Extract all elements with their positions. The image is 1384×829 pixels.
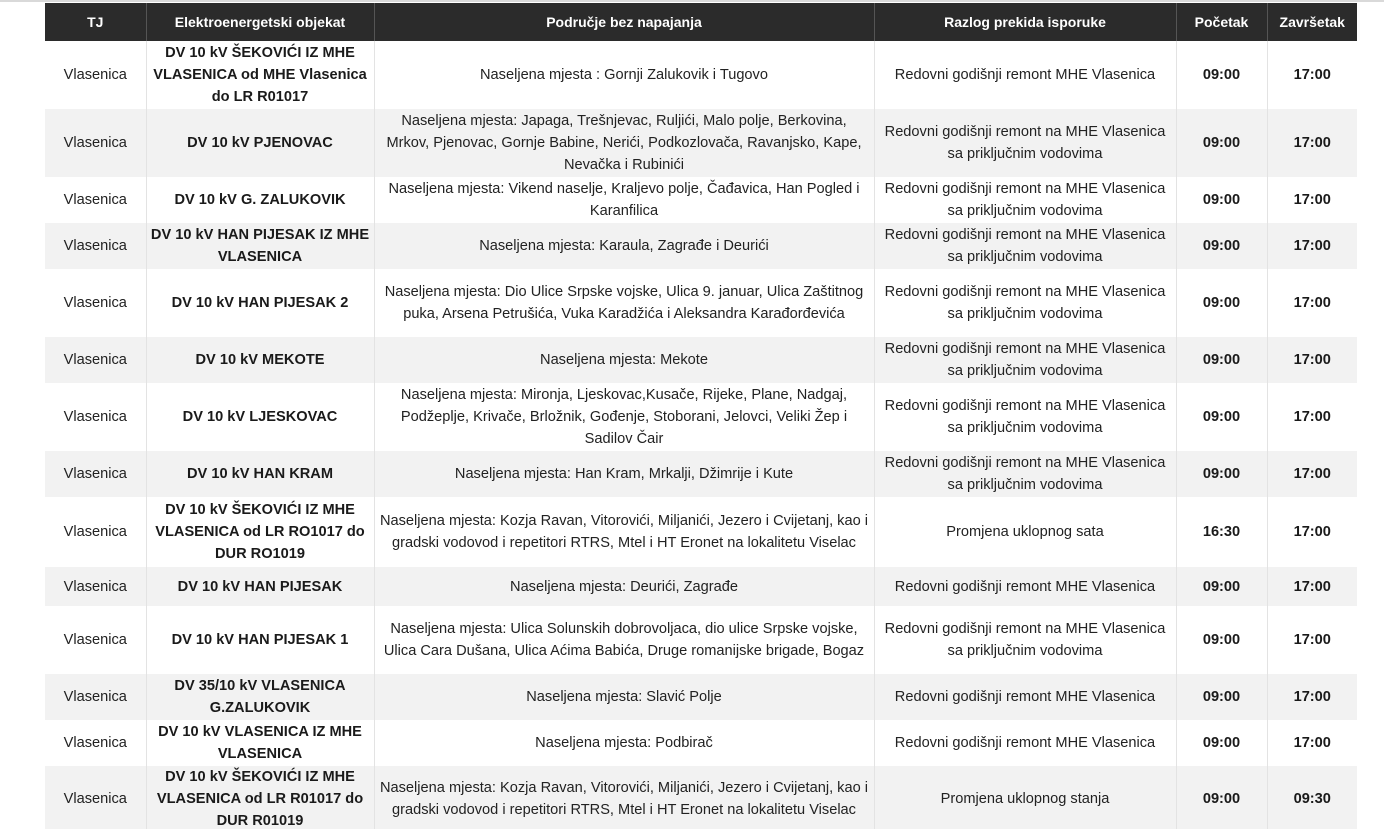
cell-end: 17:00 bbox=[1267, 720, 1357, 766]
cell-reason: Redovni godišnji remont na MHE Vlasenica sa priključnim vodovima bbox=[874, 606, 1176, 674]
header-object: Elektroenergetski objekat bbox=[146, 3, 374, 41]
cell-area: Naseljena mjesta: Han Kram, Mrkalji, Džimrije i Kute bbox=[374, 451, 874, 497]
cell-tj: Vlasenica bbox=[45, 269, 146, 337]
header-row bbox=[45, 3, 1357, 41]
cell-start: 09:00 bbox=[1176, 383, 1267, 451]
cell-start: 09:00 bbox=[1176, 451, 1267, 497]
cell-reason: Redovni godišnji remont MHE Vlasenica bbox=[874, 41, 1176, 109]
cell-reason: Promjena uklopnog stanja bbox=[874, 766, 1176, 829]
header-end: Završetak bbox=[1267, 3, 1357, 41]
top-divider bbox=[0, 0, 1384, 2]
cell-end: 17:00 bbox=[1267, 567, 1357, 606]
cell-tj: Vlasenica bbox=[45, 223, 146, 269]
cell-reason: Redovni godišnji remont na MHE Vlasenica sa priključnim vodovima bbox=[874, 337, 1176, 383]
cell-reason: Redovni godišnji remont MHE Vlasenica bbox=[874, 720, 1176, 766]
cell-end: 17:00 bbox=[1267, 41, 1357, 109]
cell-area: Naseljena mjesta: Japaga, Trešnjevac, Ruljići, Malo polje, Berkovina, Mrkov, Pjenovac, Gornje Babine, Nerići, Podkozlovača, Ravanjsko, Kape, Nevačka i Rubinići bbox=[374, 109, 874, 177]
cell-object: DV 10 kV HAN PIJESAK 2 bbox=[146, 269, 374, 337]
table-row bbox=[45, 41, 1357, 109]
cell-object: DV 10 kV G. ZALUKOVIK bbox=[146, 177, 374, 223]
table-row bbox=[45, 451, 1357, 497]
cell-tj: Vlasenica bbox=[45, 383, 146, 451]
cell-tj: Vlasenica bbox=[45, 606, 146, 674]
cell-start: 09:00 bbox=[1176, 337, 1267, 383]
cell-area: Naseljena mjesta: Podbirač bbox=[374, 720, 874, 766]
cell-start: 09:00 bbox=[1176, 606, 1267, 674]
table-row bbox=[45, 269, 1357, 337]
table-row bbox=[45, 337, 1357, 383]
cell-object: DV 10 kV HAN PIJESAK IZ MHE VLASENICA bbox=[146, 223, 374, 269]
cell-end: 17:00 bbox=[1267, 451, 1357, 497]
cell-start: 09:00 bbox=[1176, 674, 1267, 720]
table-row bbox=[45, 766, 1357, 829]
cell-end: 17:00 bbox=[1267, 497, 1357, 567]
cell-object: DV 35/10 kV VLASENICA G.ZALUKOVIK bbox=[146, 674, 374, 720]
table-row bbox=[45, 720, 1357, 766]
cell-end: 17:00 bbox=[1267, 606, 1357, 674]
cell-start: 09:00 bbox=[1176, 567, 1267, 606]
cell-area: Naseljena mjesta: Kozja Ravan, Vitorovići, Miljanići, Jezero i Cvijetanj, kao i gradski vodovod i repetitori RTRS, Mtel i HT Eronet na lokalitetu Viselac bbox=[374, 766, 874, 829]
cell-reason: Redovni godišnji remont MHE Vlasenica bbox=[874, 567, 1176, 606]
cell-start: 09:00 bbox=[1176, 223, 1267, 269]
cell-area: Naseljena mjesta: Mekote bbox=[374, 337, 874, 383]
cell-end: 17:00 bbox=[1267, 674, 1357, 720]
cell-reason: Redovni godišnji remont na MHE Vlasenica sa priključnim vodovima bbox=[874, 269, 1176, 337]
cell-object: DV 10 kV HAN KRAM bbox=[146, 451, 374, 497]
cell-object: DV 10 kV MEKOTE bbox=[146, 337, 374, 383]
cell-end: 09:30 bbox=[1267, 766, 1357, 829]
cell-object: DV 10 kV ŠEKOVIĆI IZ MHE VLASENICA od LR RO1017 do DUR RO1019 bbox=[146, 497, 374, 567]
cell-tj: Vlasenica bbox=[45, 720, 146, 766]
cell-object: DV 10 kV LJESKOVAC bbox=[146, 383, 374, 451]
cell-end: 17:00 bbox=[1267, 223, 1357, 269]
cell-start: 09:00 bbox=[1176, 720, 1267, 766]
table-row bbox=[45, 383, 1357, 451]
cell-object: DV 10 kV PJENOVAC bbox=[146, 109, 374, 177]
cell-end: 17:00 bbox=[1267, 269, 1357, 337]
cell-end: 17:00 bbox=[1267, 337, 1357, 383]
cell-start: 09:00 bbox=[1176, 109, 1267, 177]
cell-object: DV 10 kV VLASENICA IZ MHE VLASENICA bbox=[146, 720, 374, 766]
cell-object: DV 10 kV ŠEKOVIĆI IZ MHE VLASENICA od LR R01017 do DUR R01019 bbox=[146, 766, 374, 829]
header-tj: TJ bbox=[45, 3, 146, 41]
cell-end: 17:00 bbox=[1267, 383, 1357, 451]
table-body bbox=[45, 41, 1357, 829]
cell-area: Naseljena mjesta: Kozja Ravan, Vitorovići, Miljanići, Jezero i Cvijetanj, kao i gradski vodovod i repetitori RTRS, Mtel i HT Eronet na lokalitetu Viselac bbox=[374, 497, 874, 567]
cell-tj: Vlasenica bbox=[45, 177, 146, 223]
cell-area: Naseljena mjesta: Karaula, Zagrađe i Deurići bbox=[374, 223, 874, 269]
cell-start: 09:00 bbox=[1176, 766, 1267, 829]
cell-reason: Promjena uklopnog sata bbox=[874, 497, 1176, 567]
cell-tj: Vlasenica bbox=[45, 497, 146, 567]
cell-reason: Redovni godišnji remont na MHE Vlasenica sa priključnim vodovima bbox=[874, 177, 1176, 223]
header-reason: Razlog prekida isporuke bbox=[874, 3, 1176, 41]
cell-end: 17:00 bbox=[1267, 109, 1357, 177]
table-row bbox=[45, 674, 1357, 720]
cell-area: Naseljena mjesta: Vikend naselje, Kraljevo polje, Čađavica, Han Pogled i Karanfilica bbox=[374, 177, 874, 223]
cell-reason: Redovni godišnji remont MHE Vlasenica bbox=[874, 674, 1176, 720]
cell-tj: Vlasenica bbox=[45, 674, 146, 720]
table-header bbox=[45, 3, 1357, 41]
cell-area: Naseljena mjesta: Deurići, Zagrađe bbox=[374, 567, 874, 606]
cell-reason: Redovni godišnji remont na MHE Vlasenica sa priključnim vodovima bbox=[874, 383, 1176, 451]
cell-start: 09:00 bbox=[1176, 177, 1267, 223]
table-row bbox=[45, 109, 1357, 177]
cell-reason: Redovni godišnji remont na MHE Vlasenica sa priključnim vodovima bbox=[874, 223, 1176, 269]
cell-reason: Redovni godišnji remont na MHE Vlasenica sa priključnim vodovima bbox=[874, 109, 1176, 177]
cell-area: Naseljena mjesta: Ulica Solunskih dobrovoljaca, dio ulice Srpske vojske, Ulica Cara Dušana, Ulica Aćima Babića, Druge romanijske brigade, Bogaz bbox=[374, 606, 874, 674]
table-row bbox=[45, 567, 1357, 606]
table-row bbox=[45, 606, 1357, 674]
cell-tj: Vlasenica bbox=[45, 337, 146, 383]
cell-object: DV 10 kV HAN PIJESAK bbox=[146, 567, 374, 606]
cell-object: DV 10 kV HAN PIJESAK 1 bbox=[146, 606, 374, 674]
cell-tj: Vlasenica bbox=[45, 451, 146, 497]
cell-area: Naseljena mjesta : Gornji Zalukovik i Tugovo bbox=[374, 41, 874, 109]
cell-tj: Vlasenica bbox=[45, 567, 146, 606]
cell-area: Naseljena mjesta: Mironja, Ljeskovac,Kusače, Rijeke, Plane, Nadgaj, Podžeplje, Krivače, Brložnik, Gođenje, Stoborani, Jelovci, Veliki Žep i Sadilov Čair bbox=[374, 383, 874, 451]
outage-table bbox=[45, 3, 1357, 829]
cell-object: DV 10 kV ŠEKOVIĆI IZ MHE VLASENICA od MHE Vlasenica do LR R01017 bbox=[146, 41, 374, 109]
cell-area: Naseljena mjesta: Dio Ulice Srpske vojske, Ulica 9. januar, Ulica Zaštitnog puka, Arsena Petrušića, Vuka Karadžića i Aleksandra Karađorđevića bbox=[374, 269, 874, 337]
cell-area: Naseljena mjesta: Slavić Polje bbox=[374, 674, 874, 720]
cell-tj: Vlasenica bbox=[45, 766, 146, 829]
cell-end: 17:00 bbox=[1267, 177, 1357, 223]
cell-reason: Redovni godišnji remont na MHE Vlasenica sa priključnim vodovima bbox=[874, 451, 1176, 497]
cell-start: 09:00 bbox=[1176, 41, 1267, 109]
cell-start: 16:30 bbox=[1176, 497, 1267, 567]
cell-tj: Vlasenica bbox=[45, 109, 146, 177]
table-row bbox=[45, 497, 1357, 567]
header-area: Područje bez napajanja bbox=[374, 3, 874, 41]
header-start: Početak bbox=[1176, 3, 1267, 41]
cell-start: 09:00 bbox=[1176, 269, 1267, 337]
table-row bbox=[45, 223, 1357, 269]
cell-tj: Vlasenica bbox=[45, 41, 146, 109]
table-row bbox=[45, 177, 1357, 223]
